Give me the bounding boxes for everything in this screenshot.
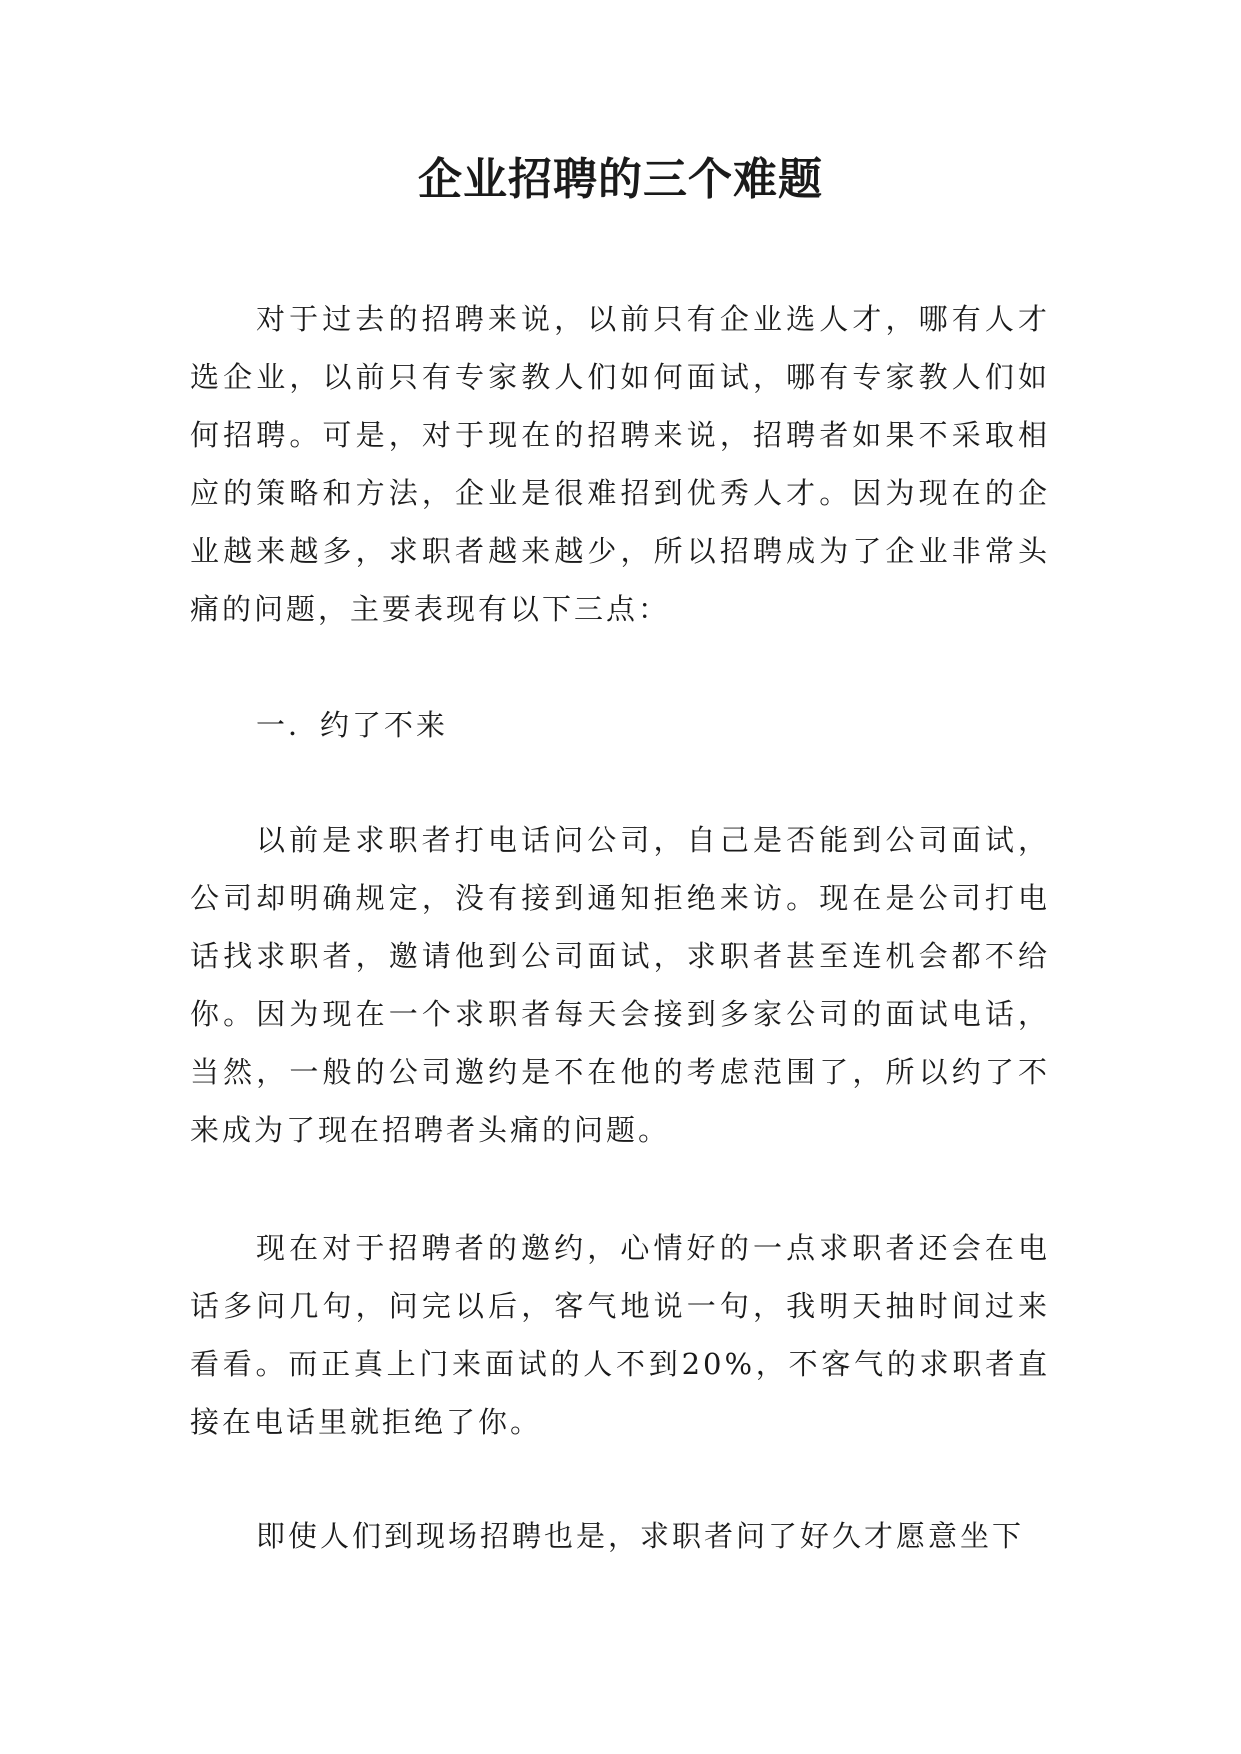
body-paragraph: 现在对于招聘者的邀约，心情好的一点求职者还会在电话多问几句，问完以后，客气地说一句，我明天抽时间过来看看。而正真上门来面试的人不到20%，不客气的求职者直接在电话里就拒绝了你。 [190, 1231, 1050, 1439]
body-paragraph: 以前是求职者打电话问公司，自己是否能到公司面试，公司却明确规定，没有接到通知拒绝来访。现在是公司打电话找求职者，邀请他到公司面试，求职者甚至连机会都不给你。因为现在一个求职者每天会接到多家公司的面试电话，当然，一般的公司邀约是不在他的考虑范围了，所以约了不来成为了现在招聘者头痛的问题。 [190, 823, 1050, 1147]
intro-paragraph: 对于过去的招聘来说，以前只有企业选人才，哪有人才选企业，以前只有专家教人们如何面试，哪有专家教人们如何招聘。可是，对于现在的招聘来说，招聘者如果不采取相应的策略和方法，企业是很难招到优秀人才。因为现在的企业越来越多，求职者越来越少，所以招聘成为了企业非常头痛的问题，主要表现有以下三点： [190, 302, 1050, 626]
body-paragraph: 即使人们到现场招聘也是，求职者问了好久才愿意坐下 [256, 1519, 1025, 1553]
section-heading: 一．约了不来 [256, 708, 449, 742]
document-title: 企业招聘的三个难题 [418, 154, 823, 205]
